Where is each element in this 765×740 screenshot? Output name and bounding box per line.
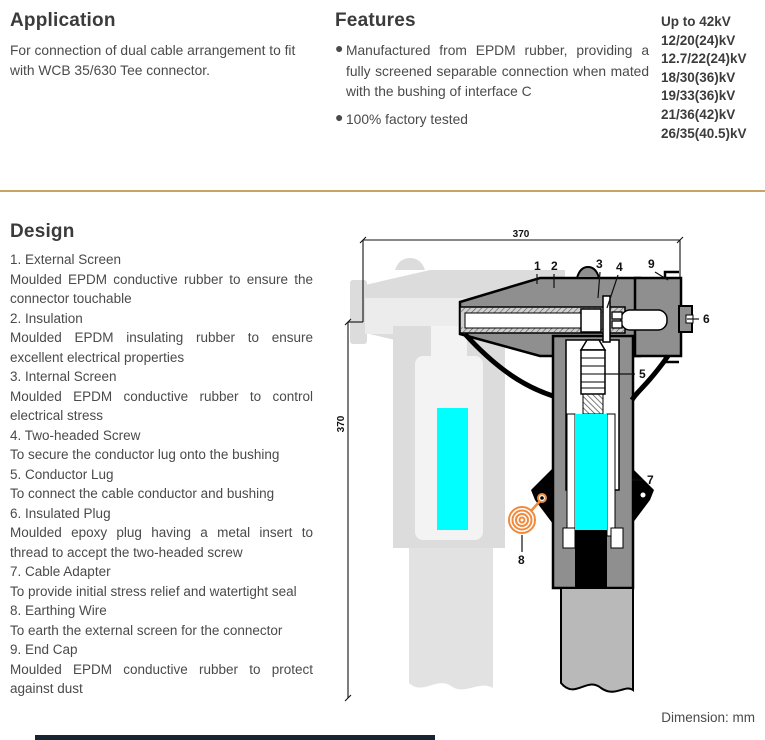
design-item (10, 640, 313, 699)
callout-4: 4 (616, 260, 623, 274)
rating-line: 26/35(40.5)kV (661, 125, 747, 141)
voltage-ratings (661, 13, 763, 143)
design-item-desc: Moulded EPDM insulating rubber to ensure excellent electrical properties (10, 330, 313, 365)
design-item (10, 465, 313, 504)
design-item-title: 5. Conductor Lug (10, 466, 114, 482)
feature-text: Manufactured from EPDM rubber, providing a fully screened separable connection when mated with the bushing of interface C (346, 43, 649, 99)
application-title: Application (10, 10, 116, 31)
two-headed-screw (612, 312, 622, 319)
callout-2: 2 (551, 259, 558, 273)
rating-line: Up to 42kV (661, 14, 731, 29)
application-section (10, 10, 312, 81)
application-body: For connection of dual cable arrangement to fit with WCB 35/630 Tee connector. (10, 43, 296, 78)
design-item-desc: Moulded EPDM conductive rubber to ensure the connector touchable (10, 271, 313, 306)
design-item (10, 309, 313, 368)
earthing-wire-coil (509, 494, 546, 533)
design-item-desc: To secure the conductor lug onto the bushing (10, 447, 280, 462)
design-item-title: 4. Two-headed Screw (10, 427, 141, 443)
rating-line: 12/20(24)kV (661, 32, 736, 48)
rating-line: 12.7/22(24)kV (661, 51, 747, 67)
callout-9: 9 (648, 257, 655, 271)
cable-conductor (575, 414, 607, 530)
bullet-icon: ● (335, 40, 344, 56)
cable-screen (575, 530, 607, 588)
design-item (10, 601, 313, 640)
lug-barrel (581, 309, 601, 332)
rating-line: 19/33(36)kV (661, 88, 736, 104)
conductor-lug (581, 350, 605, 394)
callout-7: 7 (647, 473, 654, 487)
design-item-desc: Moulded EPDM conductive rubber to control electrical stress (10, 388, 313, 423)
diagram-svg (335, 228, 765, 720)
callout-8: 8 (518, 553, 525, 567)
bullet-icon: ● (335, 108, 344, 125)
rating-line: 21/36(42)kV (661, 106, 736, 122)
dimension-width-label: 370 (512, 229, 530, 240)
design-item (10, 250, 313, 309)
features-title: Features (335, 10, 416, 31)
design-item-title: 3. Internal Screen (10, 369, 117, 384)
design-section (10, 221, 313, 699)
design-item-title: 6. Insulated Plug (10, 505, 111, 521)
silhouette-conductor (437, 408, 468, 530)
design-item-desc: Moulded EPDM conductive rubber to protect against dust (10, 661, 313, 696)
feature-text: 100% factory tested (346, 111, 468, 127)
callout-3: 3 (596, 257, 603, 271)
gold-divider (0, 190, 765, 192)
design-item (10, 504, 313, 563)
dimension-unit-note: Dimension: mm (661, 710, 755, 725)
callout-5: 5 (639, 367, 646, 381)
design-item-title: 7. Cable Adapter (10, 564, 111, 579)
cable (561, 588, 633, 692)
dimension-height-label: 370 (336, 415, 347, 433)
design-title: Design (10, 221, 75, 242)
design-item-desc: Moulded epoxy plug having a metal insert to thread to accept the two-headed screw (10, 525, 313, 560)
design-item-title: 8. Earthing Wire (10, 603, 107, 618)
rating-line: 18/30(36)kV (661, 69, 736, 85)
design-item-desc: To earth the external screen for the connector (10, 622, 283, 638)
feature-item (335, 41, 649, 103)
design-item-title: 2. Insulation (10, 310, 83, 326)
design-item (10, 426, 313, 465)
callout-1: 1 (534, 259, 541, 273)
design-item-desc: To connect the cable conductor and bushing (10, 486, 275, 501)
design-item-title: 9. End Cap (10, 642, 78, 657)
design-item-title: 1. External Screen (10, 252, 122, 267)
design-item (10, 367, 313, 426)
design-item (10, 562, 313, 601)
footer-bar (35, 735, 435, 740)
connector-cross-section-diagram (335, 228, 765, 720)
feature-item (335, 110, 649, 131)
design-item-desc: To provide initial stress relief and watertight seal (10, 583, 297, 599)
callout-6: 6 (703, 312, 710, 326)
features-section (335, 10, 649, 137)
